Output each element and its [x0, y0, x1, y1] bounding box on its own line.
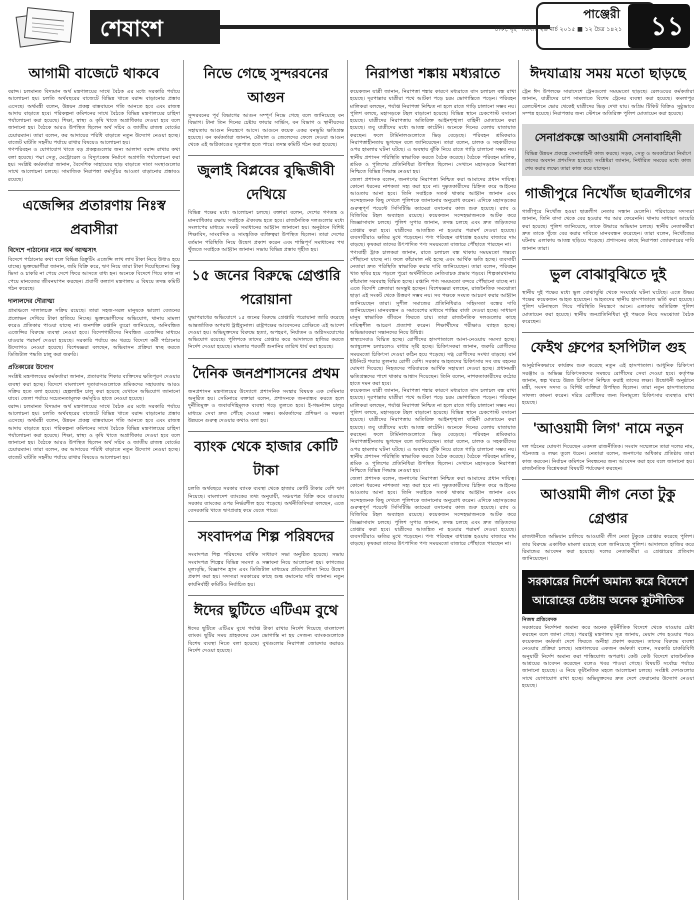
story-headline: জুলাই বিপ্লবের বুদ্ধিজীবী দেখিয়ে [197, 163, 335, 204]
story-divider [188, 595, 344, 596]
story-eid-trains [522, 62, 694, 118]
story-headline: নিরাপত্তা শঙ্কায় মধ্যরাতে [365, 66, 501, 82]
story-divider [522, 413, 694, 414]
page-number: ১১ [650, 12, 684, 42]
story-body: সরকারের নির্দেশনা অমান্য করে অনেক কূটনীতিক বিদেশে থেকে যাওয়ার চেষ্টা করছেন বলে জানা গেছে। পররাষ্ট্র মন্ত্রণালয় সূত্র জানায়, মেয়াদ শেষ হওয়ার পরও কয়েকজন কর্মকর্তা দেশে ফিরতে অনীহা প্রকাশ করছেন। তাদের বিরুদ্ধে ব্যবস্থা নেওয়ার প্রক্রিয়া চলছে। মন্ত্রণালয়ের একজন কর্মকর্তা বলেন, সরকারি চাকরিবিধি অনুযায়ী নির্দেশ অমান্য করা শাস্তিযোগ্য অপরাধ। কেউ কেউ বিদেশে রাজনৈতিক আশ্রয়ের আবেদন করেছেন বলেও খবর পাওয়া গেছে। বিষয়টি সর্বোচ্চ পর্যায়ে জানানো হয়েছে। এ নিয়ে কূটনৈতিক মহলে আলোচনা চলছে। সংশ্লিষ্ট দেশগুলোর সাথে যোগাযোগ রাখা হচ্ছে। অভিযুক্তদের দ্রুত দেশে ফেরানোর উদ্যোগ নেওয়া হয়েছে। [522, 624, 694, 689]
paper-name: পাঞ্জেরী [583, 7, 620, 21]
story-headline: সংবাদপত্র শিল্প পরিষদের [198, 529, 334, 546]
story-divider [522, 259, 694, 260]
story-headline: 'আওয়ামী লিগ' নামে নতুন [532, 421, 684, 438]
story-subheading: প্রতিকারের উদ্যোগ [8, 364, 54, 372]
story-headline: এজেন্সির প্রতারণায় নিঃস্ব প্রবাসীরা [22, 197, 166, 238]
story-diplomats [522, 570, 694, 691]
story-newspaper-council [188, 525, 344, 588]
story-headline: গাজীপুরে নিখোঁজ ছাত্রলীগের [525, 186, 691, 203]
story-body: চলতি অর্থবছরে সরকার ব্যাংক ব্যবস্থা থেকে হাজার কোটি টাকার বেশি ঋণ নিয়েছে। বাংলাদেশ ব্যাংকের তথ্য অনুযায়ী, সঞ্চয়পত্র বিক্রি কমে যাওয়ায় সরকার ব্যাংকের ওপর নির্ভরশীল হয়ে পড়েছে। অর্থনীতিবিদরা বলছেন, এতে বেসরকারি খাতে ঋণপ্রবাহ কমে যেতে পারে। [188, 486, 344, 515]
story-migrants [8, 194, 180, 462]
story-byline: নিজস্ব প্রতিবেদক [522, 616, 557, 623]
story-headline: নিভে গেছে সুন্দরবনের আগুন [203, 66, 329, 106]
story-body: বিভিন্ন পক্ষের মধ্যে আলোচনা চলছে। বক্তারা বলেন, দেশের গণতন্ত্র ও মানবাধিকার রক্ষায় সবাইকে ঐক্যবদ্ধ হতে হবে। রাজনৈতিক দলগুলোর মধ্যে সংলাপের মাধ্যমে সংকট সমাধানের আহ্বান জানানো হয়। অনুষ্ঠানে বিশিষ্ট শিক্ষাবিদ, সাংবাদিক ও সাংস্কৃতিক ব্যক্তিত্বরা উপস্থিত ছিলেন। তারা দেশের বর্তমান পরিস্থিতি নিয়ে উদ্বেগ প্রকাশ করেন এবং শান্তিপূর্ণ সমাধানের পথ খুঁজতে সবাইকে আহ্বান জানান। সভায় বিভিন্ন প্রস্তাব গৃহীত হয়। [188, 210, 344, 253]
story-headline: আগামী বাজেটে থাকবে [28, 66, 160, 82]
newspaper-stack-icon [14, 4, 84, 48]
column-divider [518, 60, 519, 900]
story-sundarbans [188, 62, 344, 149]
story-divider [8, 190, 180, 191]
story-body: বরাদ্দ। চলমানত বিদ্যমান অর্থ মন্ত্রণালয়ের সাথে বৈঠক এর মধ্যে সরকারি পর্যায়ে আলোচনা হয়। চলতি অর্থবছরের বাজেটে বিভিন্ন খাতে বরাদ্দ বাড়ানোর প্রস্তাব এসেছে। অর্থমন্ত্রী বলেন, উন্নয়ন প্রকল্প বাস্তবায়নে গতি আনতে হবে এবং রাজস্ব আদায় বাড়াতে হবে। পরিকল্পনা কমিশনের সাথে বৈঠকে বিভিন্ন মন্ত্রণালয়ের চাহিদা পর্যালোচনা করা হয়েছে। শিক্ষা, স্বাস্থ্য ও কৃষি খাতে অগ্রাধিকার দেওয়া হবে বলে জানানো হয়। বৈঠকে আরও উপস্থিত ছিলেন অর্থ সচিব ও জাতীয় রাজস্ব বোর্ডের চেয়ারম্যান। তারা বলেন, কর আদায়ের পরিধি বাড়াতে নতুন উদ্যোগ নেওয়া হচ্ছে। বাজেট ঘাটতি সহনীয় পর্যায়ে রাখার বিষয়েও আলোচনা হয়। [8, 89, 180, 147]
column-2 [188, 60, 344, 900]
story-bank-loan [188, 435, 344, 515]
story-body: ট্রেন ঈদ উপলক্ষে সারাদেশে ট্রেনগুলো সময়মতো ছাড়ছে। রেলওয়ের কর্মকর্তারা জানান, যাত্রীদের চাপ সামলাতে বিশেষ ট্রেনের ব্যবস্থা করা হয়েছে। কমলাপুর রেলস্টেশনে ভোর থেকেই যাত্রীদের ভিড় দেখা যায়। অগ্রিম টিকিট বিক্রিও সুষ্ঠুভাবে সম্পন্ন হয়েছে। নিরাপত্তার জন্য স্টেশনে অতিরিক্ত পুলিশ মোতায়েন করা হয়েছে। [522, 89, 694, 117]
story-body: কয়েকজন যাত্রী জানান, নিরাপত্তা শঙ্কার কারণে মধ্যরাতে বাস চলাচল বন্ধ রাখা হয়েছে। দূরপাল্লার যাত্রীরা পথে আটকা পড়ে চরম ভোগান্তিতে পড়েন। পরিবহন মালিকরা বলছেন, পর্যাপ্ত নিরাপত্তা নিশ্চিত না হলে রাতে গাড়ি চালানো সম্ভব নয়। পুলিশ বলছে, মহাসড়কে টহল বাড়ানো হয়েছে। বিভিন্ন স্থানে চেকপোস্ট বসানো হয়েছে। যাত্রীদের নিরাপত্তায় অতিরিক্ত আইনশৃঙ্খলা বাহিনী মোতায়েন করা হয়েছে। তবু যাত্রীদের মধ্যে আতঙ্ক কাটেনি। অনেকে দিনের বেলায় যাতায়াত করছেন। ফলে টার্মিনালগুলোতে ভিড় বেড়েছে। পরিবহন শ্রমিকরাও নিরাপত্তাহীনতায় ভুগছেন বলে জানিয়েছেন। তারা বলেন, চালক ও সহকারীদের ওপর হামলার ঘটনা ঘটছে। এ অবস্থায় ঝুঁকি নিয়ে রাতে গাড়ি চালানো সম্ভব নয়। স্থানীয় প্রশাসন পরিস্থিতি স্বাভাবিক করতে বৈঠক করেছে। বৈঠকে পরিবহন মালিক, শ্রমিক ও পুলিশের প্রতিনিধিরা উপস্থিত ছিলেন। সেখানে মহাসড়কে নিরাপত্তা নিশ্চিতে বিভিন্ন সিদ্ধান্ত নেওয়া হয়। [350, 89, 516, 176]
story-subheading: বিদেশে পাঠানোর নামে অর্থ আত্মসাৎ [8, 246, 97, 254]
story-hospital [522, 336, 694, 407]
column-4 [522, 60, 694, 900]
story-body: জেলা প্রশাসক বলেন, জনগণের নিরাপত্তা নিশ্চিত করা আমাদের প্রধান দায়িত্ব। কোনো ধরনের নাশকতা সহ্য করা হবে না। দুষ্কৃতকারীদের চিহ্নিত করে আইনের আওতায় আনা হবে। তিনি সবাইকে সতর্ক থাকার আহ্বান জানান এবং সন্দেহজনক কিছু দেখলে পুলিশকে জানানোর অনুরোধ করেন। এদিকে মহাসড়কের গুরুত্বপূর্ণ পয়েন্টে সিসিটিভি ক্যামেরা বসানোর কাজ শুরু হয়েছে। র‌্যাব ও বিজিবির টহল অব্যাহত রয়েছে। কয়েকজন সন্দেহভাজনকে আটক করে জিজ্ঞাসাবাদ চলছে। পুলিশ সুপার জানান, তদন্ত চলছে এবং দ্রুত জড়িতদের গ্রেপ্তার করা হবে। যাত্রীদের আতঙ্কিত না হওয়ার পরামর্শ দেওয়া হয়েছে। ব্যবসায়ীরাও ক্ষতির মুখে পড়েছেন। পণ্য পরিবহন বাধাগ্রস্ত হওয়ায় বাজারে দাম বাড়ছে। কৃষকরা তাদের উৎপাদিত পণ্য সময়মতো বাজারে পৌঁছাতে পারছেন না। [350, 176, 516, 249]
story-body: দল গঠনের ঘোষণা দিয়েছেন একদল রাজনীতিক। সংবাদ সম্মেলনে তারা দলের নাম, গঠনতন্ত্র ও লক্ষ্য তুলে ধরেন। নেতারা বলেন, জনগণের অধিকার প্রতিষ্ঠায় তারা কাজ করবেন। নির্বাচন কমিশনে নিবন্ধনের জন্য আবেদন করা হবে বলে জানানো হয়। রাজনৈতিক বিশ্লেষকরা বিষয়টি পর্যবেক্ষণ করছেন। [522, 444, 694, 473]
story-body: পণ্যবাহী ট্রাক চালকরা জানান, রাতে চলাচল বন্ধ থাকায় সময়মতো গন্তব্যে পৌঁছানো যাচ্ছে না। ফলে কাঁচামাল নষ্ট হচ্ছে এবং আর্থিক ক্ষতি হচ্ছে। ব্যবসায়ী নেতারা দ্রুত পরিস্থিতি স্বাভাবিক করার দাবি জানিয়েছেন। তারা বলেন, পরিবহন খাত স্থবির হয়ে পড়লে পুরো অর্থনীতিতে নেতিবাচক প্রভাব পড়বে। শিল্পকারখানায় কাঁচামাল সরবরাহ বিঘ্নিত হচ্ছে। রপ্তানি পণ্য সময়মতো বন্দরে পৌঁছানো যাচ্ছে না। এতে বিদেশি ক্রেতারা অসন্তুষ্ট হচ্ছেন। বিশেষজ্ঞরা বলছেন, রাজনৈতিক সমঝোতা ছাড়া এই সংকট থেকে উত্তরণ সম্ভব নয়। সব পক্ষকে সংযত আচরণ করার আহ্বান জানিয়েছেন তারা। সুশীল সমাজের প্রতিনিধিরাও সহিংসতা বন্ধের দাবি জানিয়েছেন। মানববন্ধন ও সমাবেশের মাধ্যমে শান্তির বার্তা দেওয়া হচ্ছে। সাধারণ মানুষ স্বাভাবিক জীবনে ফিরতে চায়। তারা রাজনৈতিক দলগুলোর কাছে দায়িত্বশীল আচরণ প্রত্যাশা করেন। শিক্ষার্থীদের পরীক্ষাও ব্যাহত হচ্ছে। অভিভাবকরা সন্তানদের নিয়ে উদ্বিগ্ন। [350, 249, 516, 336]
masthead [0, 0, 700, 52]
story-headline: আওয়ামী লীগ নেতা টুকু গ্রেপ্তার [540, 487, 676, 528]
story-divider [188, 521, 344, 522]
story-body: জনপ্রশাসন মন্ত্রণালয়ের উদ্যোগে প্রশাসনিক সংস্কার বিষয়ক এক সেমিনার অনুষ্ঠিত হয়। সেমিনারে বক্তারা বলেন, প্রশাসনকে জনবান্ধব করতে হলে দুর্নীতিমুক্ত ও জবাবদিহিমূলক ব্যবস্থা গড়ে তুলতে হবে। ই-গভর্ন্যান্স চালুর মাধ্যমে সেবা দ্রুত পৌঁছে দেওয়া সম্ভব। কর্মকর্তাদের প্রশিক্ষণ ও দক্ষতা উন্নয়নে গুরুত্ব দেওয়ার কথাও বলা হয়। [188, 388, 344, 424]
story-headline: ঈদযাত্রায় সময় মতো ছাড়ছে [530, 66, 686, 82]
story-body: বিভিন্ন উন্নয়ন প্রকল্পে সেনাবাহিনী কাজ করছে। সড়ক, সেতু ও অবকাঠামো নির্মাণে তাদের অবদান প্রশংসিত হয়েছে। সংশ্লিষ্টরা জানান, নির্ধারিত সময়ের মধ্যে কাজ শেষ করার লক্ষ্যে তারা কাজ করে যাচ্ছেন। [525, 151, 691, 172]
story-body: যুদ্ধাপরাধের অভিযোগে ১৫ জনের বিরুদ্ধে গ্রেপ্তারি পরোয়ানা জারি করেছে আন্তর্জাতিক অপরাধ ট্রাইব্যুনাল। রাষ্ট্রপক্ষের আবেদনের প্রেক্ষিতে এই আদেশ দেওয়া হয়। অভিযুক্তদের বিরুদ্ধে হত্যা, অপহরণ, নির্যাতন ও অগ্নিসংযোগের অভিযোগ রয়েছে। পুলিশকে তাদের গ্রেপ্তার করে আদালতে হাজির করতে নির্দেশ দেওয়া হয়েছে। মামলার পরবর্তী শুনানির তারিখ ধার্য করা হয়েছে। [188, 315, 344, 351]
column-divider [183, 60, 184, 900]
story-subheading: দালালদের দৌরাত্ম্য [8, 298, 55, 306]
story-headline: ঈদের ছুটিতে এটিএম বুথে [194, 602, 338, 619]
story-headline: ১৫ জনের বিরুদ্ধে গ্রেপ্তারি পরোয়ানা [191, 268, 341, 309]
story-divider [188, 260, 344, 261]
story-atm [188, 599, 344, 655]
story-body: সুন্দরবনের পূর্ব বিভাগের আগুন সম্পূর্ণ নিভে গেছে বলে জানিয়েছে বন বিভাগ। টানা তিন দিনের চেষ্টায় ফায়ার সার্ভিস, বন বিভাগ ও স্থানীয়দের সহায়তায় আগুন নিয়ন্ত্রণে আসে। আগুনে কয়েক একর বনভূমি ক্ষতিগ্রস্ত হয়েছে। বন কর্মকর্তারা জানান, মৌয়াল ও জেলেদের ফেলে দেওয়া আগুন থেকে এই অগ্নিকাণ্ডের সূত্রপাত হতে পারে। তদন্ত কমিটি গঠন করা হয়েছে। [188, 113, 344, 149]
story-headline: দৈনিক জনপ্রশাসনের প্রথম [192, 365, 340, 382]
story-gazipur [522, 182, 694, 253]
story-tuku-arrest [522, 483, 694, 563]
story-arrest-warrant [188, 264, 344, 351]
story-divider [522, 479, 694, 480]
story-new-party [522, 417, 694, 473]
column-divider [347, 60, 348, 900]
story-body: জেলা প্রশাসক বলেন, জনগণের নিরাপত্তা নিশ্চিত করা আমাদের প্রধান দায়িত্ব। কোনো ধরনের নাশকতা সহ্য করা হবে না। দুষ্কৃতকারীদের চিহ্নিত করে আইনের আওতায় আনা হবে। তিনি সবাইকে সতর্ক থাকার আহ্বান জানান এবং সন্দেহজনক কিছু দেখলে পুলিশকে জানানোর অনুরোধ করেন। এদিকে মহাসড়কের গুরুত্বপূর্ণ পয়েন্টে সিসিটিভি ক্যামেরা বসানোর কাজ শুরু হয়েছে। র‌্যাব ও বিজিবির টহল অব্যাহত রয়েছে। কয়েকজন সন্দেহভাজনকে আটক করে জিজ্ঞাসাবাদ চলছে। পুলিশ সুপার জানান, তদন্ত চলছে এবং দ্রুত জড়িতদের গ্রেপ্তার করা হবে। যাত্রীদের আতঙ্কিত না হওয়ার পরামর্শ দেওয়া হয়েছে। ব্যবসায়ীরাও ক্ষতির মুখে পড়েছেন। পণ্য পরিবহন বাধাগ্রস্ত হওয়ায় বাজারে দাম বাড়ছে। কৃষকরা তাদের উৎপাদিত পণ্য সময়মতো বাজারে পৌঁছাতে পারছেন না। [350, 475, 516, 548]
story-security [350, 62, 516, 549]
story-body: কয়েকজন যাত্রী জানান, নিরাপত্তা শঙ্কার কারণে মধ্যরাতে বাস চলাচল বন্ধ রাখা হয়েছে। দূরপাল্লার যাত্রীরা পথে আটকা পড়ে চরম ভোগান্তিতে পড়েন। পরিবহন মালিকরা বলছেন, পর্যাপ্ত নিরাপত্তা নিশ্চিত না হলে রাতে গাড়ি চালানো সম্ভব নয়। পুলিশ বলছে, মহাসড়কে টহল বাড়ানো হয়েছে। বিভিন্ন স্থানে চেকপোস্ট বসানো হয়েছে। যাত্রীদের নিরাপত্তায় অতিরিক্ত আইনশৃঙ্খলা বাহিনী মোতায়েন করা হয়েছে। তবু যাত্রীদের মধ্যে আতঙ্ক কাটেনি। অনেকে দিনের বেলায় যাতায়াত করছেন। ফলে টার্মিনালগুলোতে ভিড় বেড়েছে। পরিবহন শ্রমিকরাও নিরাপত্তাহীনতায় ভুগছেন বলে জানিয়েছেন। তারা বলেন, চালক ও সহকারীদের ওপর হামলার ঘটনা ঘটছে। এ অবস্থায় ঝুঁকি নিয়ে রাতে গাড়ি চালানো সম্ভব নয়। স্থানীয় প্রশাসন পরিস্থিতি স্বাভাবিক করতে বৈঠক করেছে। বৈঠকে পরিবহন মালিক, শ্রমিক ও পুলিশের প্রতিনিধিরা উপস্থিত ছিলেন। সেখানে মহাসড়কে নিরাপত্তা নিশ্চিতে বিভিন্ন সিদ্ধান্ত নেওয়া হয়। [350, 388, 516, 475]
story-army-project [522, 124, 694, 176]
story-body: বিদেশে পাঠানোর কথা বলে বিভিন্ন রিক্রুটিং এজেন্সি লাখ লাখ টাকা নিয়ে উধাও হয়ে যাচ্ছে। ভুক্তভোগীরা জানান, জমি বিক্রি করে, ঋণ নিয়ে তারা টাকা দিয়েছিলেন। কিন্তু ভিসা ও চাকরি না পেয়ে দেশে ফিরে আসতে বাধ্য হন। অনেকে বিদেশে গিয়ে কাজ না পেয়ে মানবেতর জীবনযাপন করছেন। প্রবাসী কল্যাণ মন্ত্রণালয় এ বিষয়ে তদন্ত কমিটি গঠন করেছে। [8, 256, 180, 293]
column-1 [8, 60, 180, 900]
story-body: গাজীপুরে নিখোঁজ হওয়া ছাত্রলীগ নেতার সন্ধান মেলেনি। পরিবারের সদস্যরা জানান, তিনি বাসা থেকে বের হওয়ার পর আর ফেরেননি। থানায় সাধারণ ডায়েরি করা হয়েছে। পুলিশ জানিয়েছে, তাকে উদ্ধারে অভিযান চলছে। স্থানীয় নেতাকর্মীরা দ্রুত তাকে খুঁজে বের করার দাবিতে মানববন্ধন করেছেন। তারা বলেন, নিখোঁজের ঘটনায় এলাকায় আতঙ্ক ছড়িয়ে পড়েছে। প্রশাসনের কাছে নিরাপত্তা জোরদারের দাবি জানান তারা। [522, 209, 694, 252]
story-body: আনুষ্ঠানিকভাবে কার্যক্রম শুরু করেছে নতুন এই হাসপাতাল। আধুনিক চিকিৎসা সরঞ্জাম ও অভিজ্ঞ চিকিৎসকদের সমন্বয়ে রোগীদের সেবা দেওয়া হবে। কর্তৃপক্ষ জানান, স্বল্প খরচে উন্নত চিকিৎসা নিশ্চিত করাই তাদের লক্ষ্য। উদ্বোধনী অনুষ্ঠানে মন্ত্রী, সংসদ সদস্য ও বিশিষ্ট ব্যক্তিরা উপস্থিত ছিলেন। তারা নতুন হাসপাতালের সাফল্য কামনা করেন। দরিদ্র রোগীদের জন্য বিনামূল্যে চিকিৎসার ব্যবস্থাও রাখা হয়েছে। [522, 363, 694, 406]
section-title: শেষাংশ [100, 17, 163, 42]
story-body: স্থানীয় দুই পক্ষের মধ্যে ভুল বোঝাবুঝি থেকে সংঘর্ষের ঘটনা ঘটেছে। এতে উভয় পক্ষের কয়েকজন আহত হয়েছেন। আহতদের স্থানীয় হাসপাতালে ভর্তি করা হয়েছে। পুলিশ ঘটনাস্থলে গিয়ে পরিস্থিতি নিয়ন্ত্রণে আনে। এলাকায় অতিরিক্ত পুলিশ মোতায়েন করা হয়েছে। স্থানীয় জনপ্রতিনিধিরা দুই পক্ষকে নিয়ে সমঝোতা বৈঠক করেছেন। [522, 289, 694, 326]
story-misunderstanding [522, 263, 694, 326]
story-divider [188, 155, 344, 156]
story-body: রাজধানীতে অভিযান চালিয়ে আওয়ামী লীগ নেতা টুকুকে গ্রেপ্তার করেছে পুলিশ। তার বিরুদ্ধে একাধিক মামলা রয়েছে বলে জানিয়েছে পুলিশ। আদালতে হাজির করে রিমান্ডের আবেদন করা হয়েছে। দলের নেতাকর্মীরা এ গ্রেপ্তারের প্রতিবাদ জানিয়েছেন। [522, 534, 694, 563]
story-headline: ফেইথ গ্রুপের হসপিটাল গুহ [530, 340, 686, 357]
story-intellectuals [188, 159, 344, 254]
story-headline: ব্যাংক থেকে হাজার কোটি টাকা [194, 439, 338, 480]
story-body: ঈদের ছুটিতে এটিএম বুথে পর্যাপ্ত টাকা রাখার নির্দেশ দিয়েছে বাংলাদেশ ব্যাংক। ছুটির সময় গ্রাহকদের যেন ভোগান্তি না হয় সেজন্য ব্যাংকগুলোকে বিশেষ ব্যবস্থা নিতে বলা হয়েছে। বুথগুলোর নিরাপত্তা জোরদার করারও নির্দেশ দেওয়া হয়েছে। [188, 625, 344, 654]
story-divider [188, 358, 344, 359]
story-body: সংশ্লিষ্ট মন্ত্রণালয়ের কর্মকর্তারা জানান, প্রতারণার শিকার ব্যক্তিদের ক্ষতিপূরণ দেওয়ার ব্যবস্থা করা হচ্ছে। বিদেশে বাংলাদেশ দূতাবাসগুলোকে শ্রমিকদের সহায়তায় আরও সক্রিয় হতে বলা হয়েছে। হেল্পলাইন চালু করা হয়েছে যেখানে অভিযোগ জানানো যাবে। জেলা পর্যায়ে সচেতনতামূলক কর্মসূচিও হাতে নেওয়া হয়েছে। [8, 374, 180, 403]
story-divider [522, 332, 694, 333]
story-divider [188, 431, 344, 432]
story-body: স্বাস্থ্যসেবাও বিঘ্নিত হচ্ছে। রোগীদের হাসপাতালে আনা-নেওয়ায় সমস্যা হচ্ছে। অ্যাম্বুলেন্স চলাচলেও বাধার সৃষ্টি হচ্ছে। চিকিৎসকরা জানান, জরুরি রোগীদের সময়মতো চিকিৎসা দেওয়া কঠিন হয়ে পড়েছে। দগ্ধ রোগীদের সংখ্যা বাড়ছে। বার্ন ইউনিটে শয্যার তুলনায় রোগী বেশি। সরকার আহতদের চিকিৎসার সব ব্যয় বহনের ঘোষণা দিয়েছে। নিহতদের পরিবারকে আর্থিক সহায়তা দেওয়া হচ্ছে। প্রধানমন্ত্রী ক্ষতিগ্রস্তদের পাশে থাকার আশ্বাস দিয়েছেন। তিনি বলেন, নাশকতাকারীদের কঠোর হাতে দমন করা হবে। [350, 337, 516, 387]
issue-date: ঢাকা, বৃহস্পতিবার ২৬ মার্চ ২০১৫ ■ ১২ চৈত্র ১৪২১ [494, 26, 622, 33]
story-body: গ্রামাঞ্চলে দালালচক্র সক্রিয় রয়েছে। তারা সহজ-সরল মানুষকে ভালো বেতনের প্রলোভন দেখিয়ে টাকা হাতিয়ে নিচ্ছে। ভুক্তভোগীদের অভিযোগ, থানায় মামলা করেও প্রতিকার পাওয়া যাচ্ছে না। জনশক্তি রপ্তানি ব্যুরো জানিয়েছে, অনিবন্ধিত এজেন্সির বিরুদ্ধে ব্যবস্থা নেওয়া হবে। বিদেশগামীদের নিবন্ধিত এজেন্সির মাধ্যমে যাওয়ার পরামর্শ দেওয়া হয়েছে। সরকারি পর্যায়ে কম খরচে বিদেশে কর্মী পাঠানোর উদ্যোগও নেওয়া হয়েছে। বিশেষজ্ঞরা বলছেন, অভিবাসন প্রক্রিয়া স্বচ্ছ করতে ডিজিটাল পদ্ধতি চালু করা জরুরি। [8, 308, 180, 359]
story-public-admin [188, 362, 344, 425]
story-headline: সরকারের নির্দেশ অমান্য করে বিদেশে আরোহের চেষ্টায় অনেক কূটনীতিক [522, 570, 694, 614]
column-3 [350, 60, 516, 900]
story-body: গণপরিবহন ও যোগাযোগ খাতে বড় প্রকল্পগুলোর জন্য আলাদা বরাদ্দ রাখার কথা বলা হয়েছে। পদ্মা সেতু, মেট্রোরেল ও বিদ্যুৎকেন্দ্র নির্মাণে অগ্রগতি পর্যালোচনা করা হয়। সংশ্লিষ্ট কর্মকর্তারা জানান, বৈদেশিক সাহায্যের ছাড় বাড়াতে দাতা সংস্থাগুলোর সাথে আলোচনা চলছে। সামাজিক নিরাপত্তা কর্মসূচির আওতা বাড়ানোর প্রস্তাবও রয়েছে। [8, 147, 180, 183]
story-headline: সেনাপ্রকল্পে আওয়ামী সেনাবাহিনী [534, 131, 682, 145]
story-budget [8, 62, 180, 184]
story-headline: ভুল বোঝাবুঝিতে দুই [550, 266, 666, 283]
story-body: বরাদ্দ। চলমানত বিদ্যমান অর্থ মন্ত্রণালয়ের সাথে বৈঠক এর মধ্যে সরকারি পর্যায়ে আলোচনা হয়। চলতি অর্থবছরের বাজেটে বিভিন্ন খাতে বরাদ্দ বাড়ানোর প্রস্তাব এসেছে। অর্থমন্ত্রী বলেন, উন্নয়ন প্রকল্প বাস্তবায়নে গতি আনতে হবে এবং রাজস্ব আদায় বাড়াতে হবে। পরিকল্পনা কমিশনের সাথে বৈঠকে বিভিন্ন মন্ত্রণালয়ের চাহিদা পর্যালোচনা করা হয়েছে। শিক্ষা, স্বাস্থ্য ও কৃষি খাতে অগ্রাধিকার দেওয়া হবে বলে জানানো হয়। বৈঠকে আরও উপস্থিত ছিলেন অর্থ সচিব ও জাতীয় রাজস্ব বোর্ডের চেয়ারম্যান। তারা বলেন, কর আদায়ের পরিধি বাড়াতে নতুন উদ্যোগ নেওয়া হচ্ছে। বাজেট ঘাটতি সহনীয় পর্যায়ে রাখার বিষয়েও আলোচনা হয়। [8, 403, 180, 461]
story-body: সংবাদপত্র শিল্প পরিষদের বার্ষিক সাধারণ সভা অনুষ্ঠিত হয়েছে। সভায় সংবাদপত্র শিল্পের বিভিন্ন সমস্যা ও সম্ভাবনা নিয়ে আলোচনা হয়। কাগজের মূল্যবৃদ্ধি, বিজ্ঞাপন হ্রাস এবং ডিজিটাল মাধ্যমের প্রতিযোগিতা নিয়ে উদ্বেগ প্রকাশ করা হয়। সদস্যরা সরকারের কাছে শুল্ক কমানোর দাবি জানান। নতুন কার্যনির্বাহী কমিটিও নির্বাচিত হয়। [188, 552, 344, 588]
